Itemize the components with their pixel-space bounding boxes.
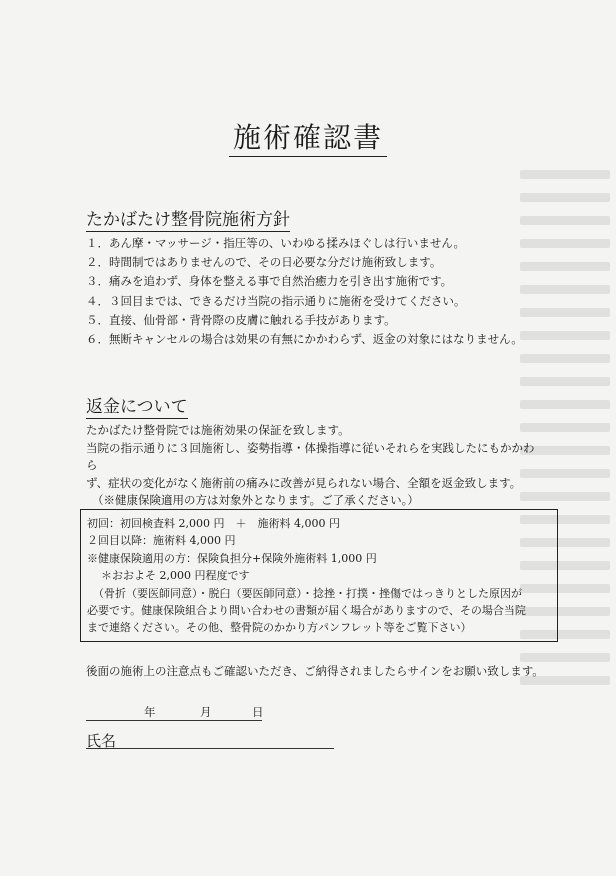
- fee-line: ＊おおよそ 2,000 円程度です: [101, 569, 250, 583]
- policy-item: ３．痛みを追わず、身体を整える事で自然治癒力を引き出す施術です。: [86, 274, 453, 289]
- date-field[interactable]: [86, 704, 262, 721]
- fee-line: まで連絡ください。その他、整骨院のかかり方パンフレット等をご覧下さい）: [87, 621, 472, 635]
- policy-list: [86, 234, 526, 349]
- document-title: [0, 116, 616, 156]
- refund-line: 当院の指示通りに３回施術し、姿勢指導・体操指導に従いそれらを実践したにもかかわら: [86, 440, 535, 472]
- fee-line: 初回：初回検査料 2,000 円 ＋ 施術料 4,000 円: [87, 517, 340, 530]
- fee-line: （骨折（要医師同意）・脱臼（要医師同意）・捻挫・打撲・挫傷ではっきりとした原因が: [93, 586, 522, 600]
- fee-line: ２回目以降：施術料 4,000 円: [87, 534, 236, 548]
- fee-box: [80, 509, 558, 642]
- refund-line: ず、症状の変化がなく施術前の痛みに改善が見られない場合、全額を返金致します。: [86, 475, 522, 490]
- date-year-label: 年: [144, 705, 156, 719]
- policy-item: ５．直接、仙骨部・背骨際の皮膚に触れる手技があります。: [86, 312, 396, 327]
- policy-heading: たかばたけ整骨院施術方針: [86, 205, 290, 232]
- refund-line: （※健康保険適用の方は対象外となります。ご了承ください。）: [92, 493, 419, 507]
- policy-item: ４．３回目までは、できるだけ当院の指示通りに施術を受けてください。: [86, 293, 466, 308]
- closing-text: 後面の施術上の注意点もご確認いただき、ご納得されましたらサインをお願い致します。: [86, 664, 544, 678]
- refund-line: たかばたけ整骨院では施術効果の保証を致します。: [86, 423, 350, 437]
- title-text: 施術確認書: [229, 121, 387, 157]
- name-field[interactable]: [86, 730, 334, 749]
- name-label: 氏名: [86, 732, 117, 750]
- policy-item: １．あん摩・マッサージ・指圧等の、いわゆる揉みほぐしは行いません。: [86, 236, 466, 250]
- date-day-label: 日: [252, 705, 264, 719]
- fee-line: 必要です。健康保険組合より問い合わせの書類が届く場合がありますので、その場合当院: [87, 604, 526, 618]
- fee-line: ※健康保険適用の方：保険負担分+保険外施術料 1,000 円: [87, 551, 377, 565]
- refund-heading: 返金について: [86, 392, 188, 419]
- policy-item: ２．時間制ではありませんので、その日必要な分だけ施術致します。: [86, 255, 442, 270]
- date-month-label: 月: [200, 705, 212, 719]
- policy-item: ６．無断キャンセルの場合は効果の有無にかかわらず、返金の対象にはなりません。: [86, 332, 523, 347]
- refund-text: [86, 422, 538, 510]
